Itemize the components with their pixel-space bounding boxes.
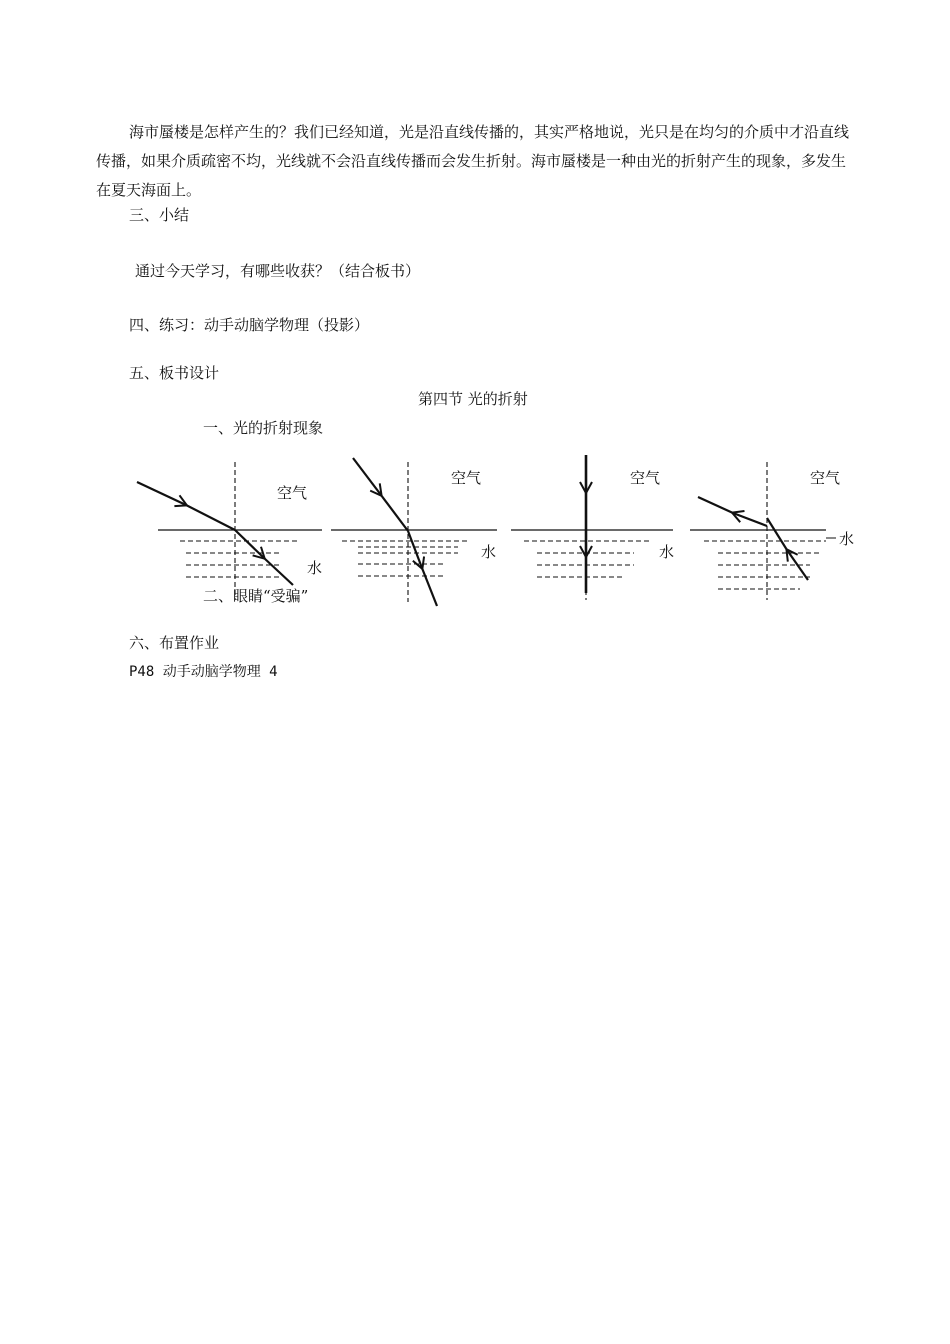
emergent-ray-arrow [733,513,767,526]
water-dashes [342,541,470,576]
diagram-1-air-to-water [137,462,322,600]
water-dashes [704,541,826,589]
section-homework-heading: 六、布置作业 [129,634,220,652]
incident-ray [186,505,235,530]
incident-ray-arrow [137,482,186,505]
refracted-ray-arrow [408,531,422,568]
summary-question: 通过今天学习，有哪些收获？（结合板书） [135,262,421,280]
air-label: 空气 [277,484,308,502]
refracted-ray [264,558,293,585]
air-label: 空气 [630,469,661,487]
underwater-ray [767,518,787,550]
water-dashes [180,541,300,577]
refracted-ray [422,568,437,606]
water-label: 水 [659,543,675,561]
board-point-2: 二、眼睛“受骗” [203,587,309,605]
section-practice-heading: 四、练习：动手动脑学物理（投影） [129,316,370,334]
diagram-2-air-to-water [331,458,497,606]
water-label: 水 [307,559,323,577]
diagram-4-water-to-air [690,462,854,600]
board-point-1: 一、光的折射现象 [203,419,324,437]
emergent-ray [698,497,733,513]
water-label: 水 [839,530,855,548]
diagram-3-perpendicular [511,455,674,600]
water-label: 水 [481,543,497,561]
incident-ray [381,495,408,531]
homework-assignment: P48 动手动脑学物理 4 [129,664,278,680]
board-title: 第四节 光的折射 [418,390,528,408]
incident-ray-arrow [353,458,381,495]
refracted-ray-arrow [235,530,264,558]
air-label: 空气 [810,469,841,487]
air-label: 空气 [451,469,482,487]
intro-paragraph: 海市蜃楼是怎样产生的？我们已经知道，光是沿直线传播的，其实严格地说，光只是在均匀的介质中才沿直线传播，如果介质疏密不均，光线就不会沿直线传播而会发生折射。海市蜃楼是一种由光的折射产生的现象，多发生在夏天海面上。 [96,123,850,199]
refraction-diagrams [0,0,950,620]
section-summary-heading: 三、小结 [129,206,190,224]
section-board-heading: 五、板书设计 [129,364,220,382]
